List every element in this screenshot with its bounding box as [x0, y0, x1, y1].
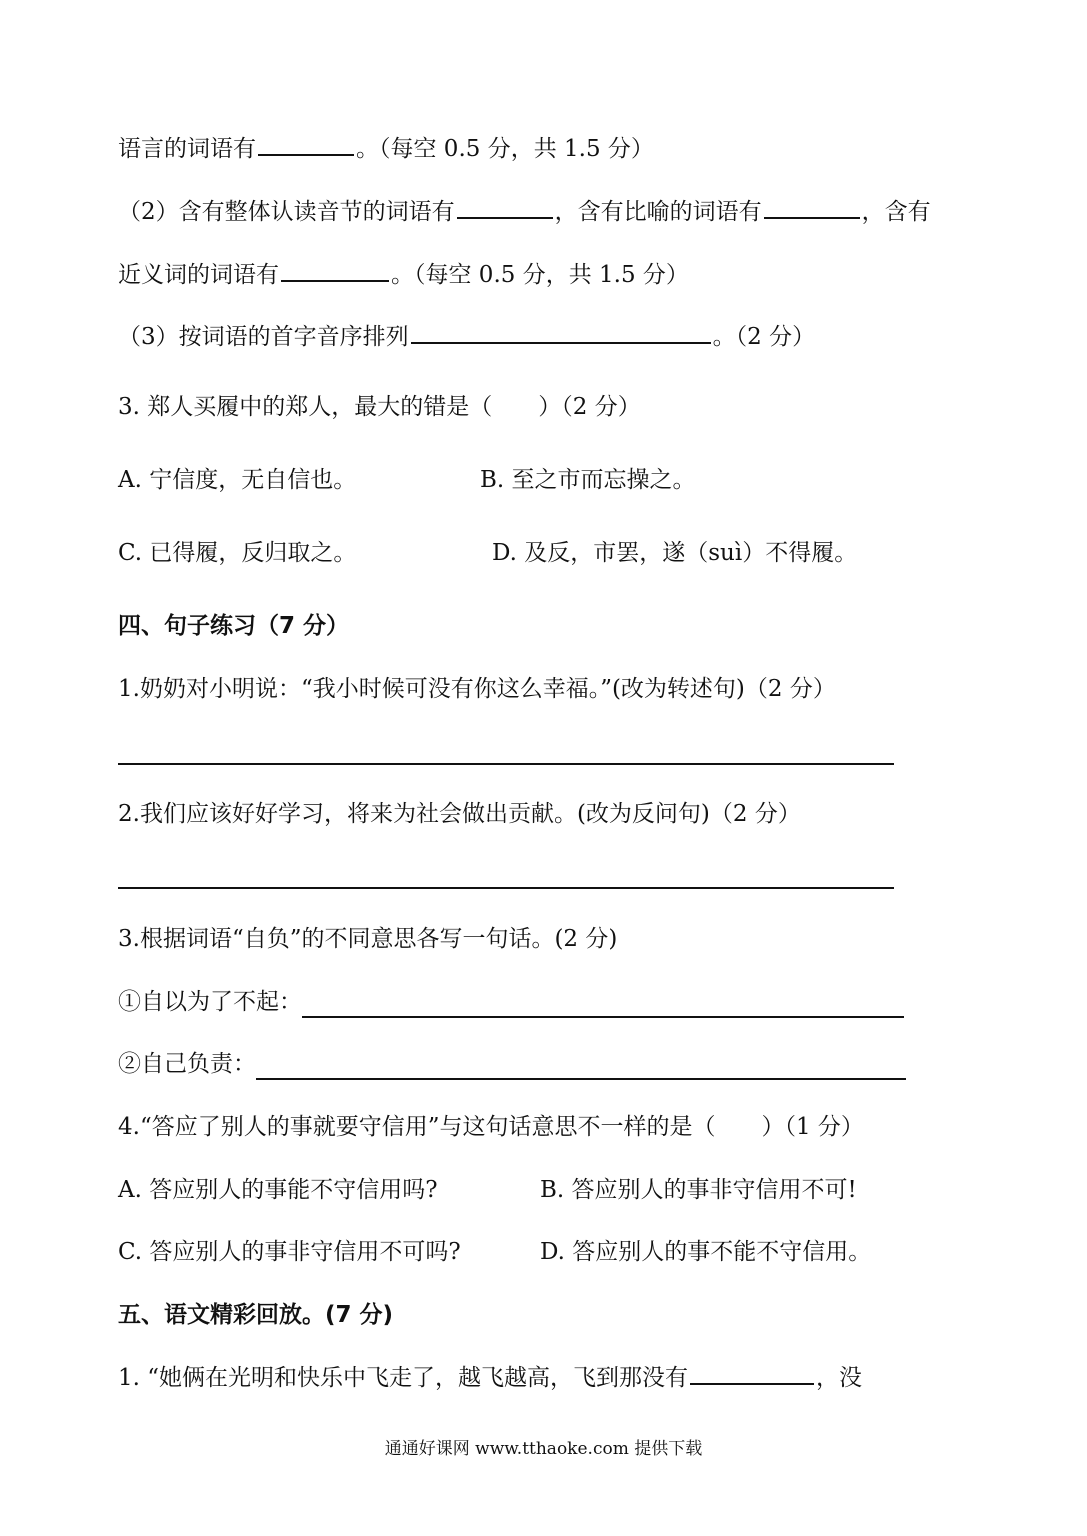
option-c: C. 已得履，反归取之。	[118, 540, 357, 566]
line-4-text: （3）按词语的首字音序排列	[118, 324, 409, 350]
s4-option-a: A. 答应别人的事能不守信用吗?	[118, 1177, 438, 1203]
s4-option-c: C. 答应别人的事非守信用不可吗?	[118, 1239, 461, 1265]
line-2-text-a: （2）含有整体认读音节的词语有	[118, 199, 455, 225]
fill-blank[interactable]	[764, 195, 860, 219]
item-2-label: ②自己负责：	[118, 1051, 256, 1077]
s4-question-4: 4.“答应了别人的事就要守信用”与这句话意思不一样的是（ ）（1 分）	[118, 1114, 864, 1140]
s4-question-2: 2.我们应该好好学习，将来为社会做出贡献。(改为反问句)（2 分）	[118, 801, 801, 827]
fill-blank[interactable]	[258, 132, 354, 156]
question-3: 3. 郑人买履中的郑人，最大的错是（ ）（2 分）	[118, 394, 641, 420]
line-2-text-c: ，含有	[861, 199, 931, 225]
answer-line[interactable]	[256, 1052, 906, 1080]
fill-blank[interactable]	[690, 1361, 814, 1385]
answer-line[interactable]	[302, 990, 904, 1018]
line-1	[118, 132, 654, 165]
fill-blank[interactable]	[457, 195, 553, 219]
line-3-score: 。（每空 0.5 分，共 1.5 分）	[391, 262, 689, 288]
option-d: D. 及反，市罢，遂（suì）不得履。	[492, 540, 858, 566]
line-3-text: 近义词的词语有	[118, 262, 279, 288]
line-2-text-b: ，含有比喻的词语有	[554, 199, 762, 225]
s4-question-3-item-1	[118, 986, 904, 1018]
section-4-title: 四、句子练习（7 分）	[118, 613, 350, 639]
s4-question-3: 3.根据词语“自负”的不同意思各写一句话。(2 分)	[118, 926, 618, 952]
fill-blank[interactable]	[281, 258, 389, 282]
footer-text: 通通好课网 www.tthaoke.com 提供下载	[384, 1439, 703, 1459]
s4-question-3-item-2	[118, 1048, 906, 1080]
line-1-text: 语言的词语有	[118, 136, 256, 162]
s4-question-1: 1.奶奶对小明说：“我小时候可没有你这么幸福。”(改为转述句)（2 分）	[118, 676, 836, 702]
s4-option-b: B. 答应别人的事非守信用不可!	[540, 1177, 857, 1203]
line-3	[118, 258, 689, 291]
s5-question-1	[118, 1361, 862, 1394]
answer-line[interactable]	[118, 887, 894, 889]
s5-q1-text-end: ，没	[816, 1365, 863, 1391]
s5-q1-text: 1. “她俩在光明和快乐中飞走了，越飞越高，飞到那没有	[118, 1365, 689, 1391]
answer-line[interactable]	[118, 763, 894, 765]
line-4	[118, 320, 815, 353]
line-1-score: 。（每空 0.5 分，共 1.5 分）	[356, 136, 654, 162]
line-2	[118, 195, 931, 228]
option-a: A. 宁信度，无自信也。	[118, 467, 357, 493]
line-4-score: 。（2 分）	[712, 324, 816, 350]
s4-option-d: D. 答应别人的事不能不守信用。	[540, 1239, 872, 1265]
option-b: B. 至之市而忘操之。	[480, 467, 696, 493]
section-5-title: 五、语文精彩回放。(7 分)	[118, 1302, 394, 1328]
item-1-label: ①自以为了不起：	[118, 989, 302, 1015]
fill-blank[interactable]	[411, 320, 711, 344]
